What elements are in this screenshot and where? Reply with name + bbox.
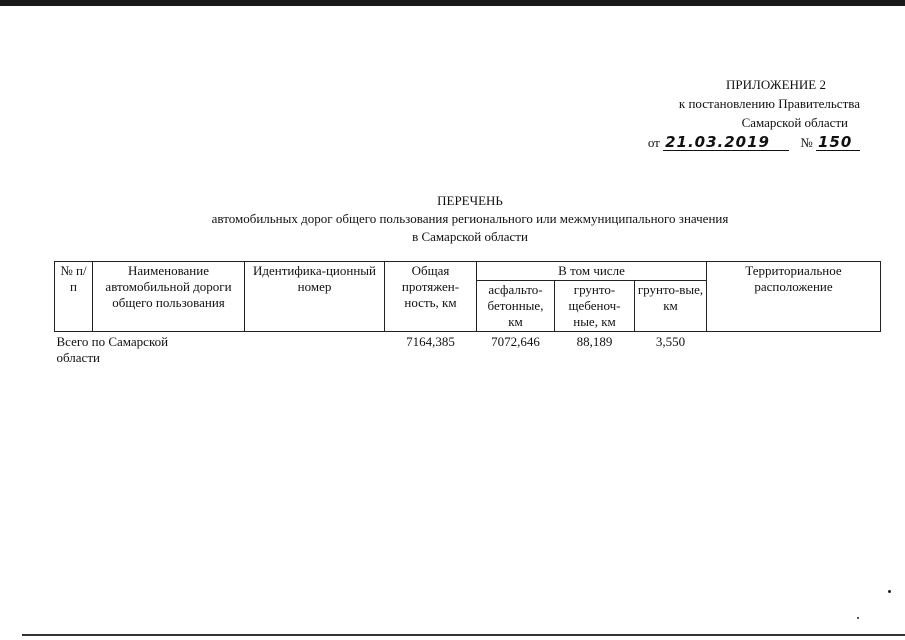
document-title: ПЕРЕЧЕНЬ bbox=[437, 193, 503, 208]
header-num: № п/п bbox=[55, 262, 93, 332]
document-subtitle-line1: автомобильных дорог общего пользования регионального или межмуниципального значения bbox=[211, 211, 729, 226]
header-dirt: грунто-вые, км bbox=[635, 281, 707, 332]
appendix-region: Самарской области bbox=[741, 115, 848, 130]
appendix-title: ПРИЛОЖЕНИЕ 2 bbox=[726, 77, 826, 92]
header-total-length: Общая протяжен-ность, км bbox=[385, 262, 477, 332]
number-prefix: № bbox=[800, 135, 813, 150]
roads-table bbox=[54, 261, 881, 366]
document-heading bbox=[0, 192, 905, 246]
total-row-location bbox=[707, 332, 881, 367]
appendix-resolution: к постановлению Правительства bbox=[678, 96, 860, 111]
header-road-name: Наименование автомобильной дороги общего пользования bbox=[93, 262, 245, 332]
total-row-total-length: 7164,385 bbox=[406, 334, 455, 349]
total-row-dirt: 3,550 bbox=[655, 334, 686, 349]
header-including: В том числе bbox=[477, 262, 707, 281]
scan-speck bbox=[888, 590, 891, 593]
bottom-scan-border bbox=[22, 634, 905, 636]
total-row-label-text: Всего по Самарской области bbox=[56, 334, 169, 365]
table-row bbox=[55, 332, 881, 367]
appendix-date-number-line bbox=[560, 133, 860, 152]
document-subtitle-line2: в Самарской области bbox=[412, 229, 528, 244]
appendix-block bbox=[560, 75, 860, 152]
header-location: Территориальное расположение bbox=[707, 262, 881, 332]
total-row-gravel: 88,189 bbox=[576, 334, 613, 349]
header-id-number: Идентифика-ционный номер bbox=[245, 262, 385, 332]
handwritten-number: 150 bbox=[816, 134, 860, 151]
header-asphalt: асфальто-бетонные, км bbox=[477, 281, 555, 332]
scan-speck bbox=[857, 617, 859, 619]
header-gravel: грунто-щебеноч-ные, км bbox=[555, 281, 635, 332]
top-scan-border bbox=[0, 0, 905, 6]
handwritten-date: 21.03.2019 bbox=[663, 134, 789, 151]
total-row-label bbox=[55, 332, 385, 367]
total-row-asphalt: 7072,646 bbox=[491, 334, 540, 349]
from-prefix: от bbox=[647, 135, 660, 150]
